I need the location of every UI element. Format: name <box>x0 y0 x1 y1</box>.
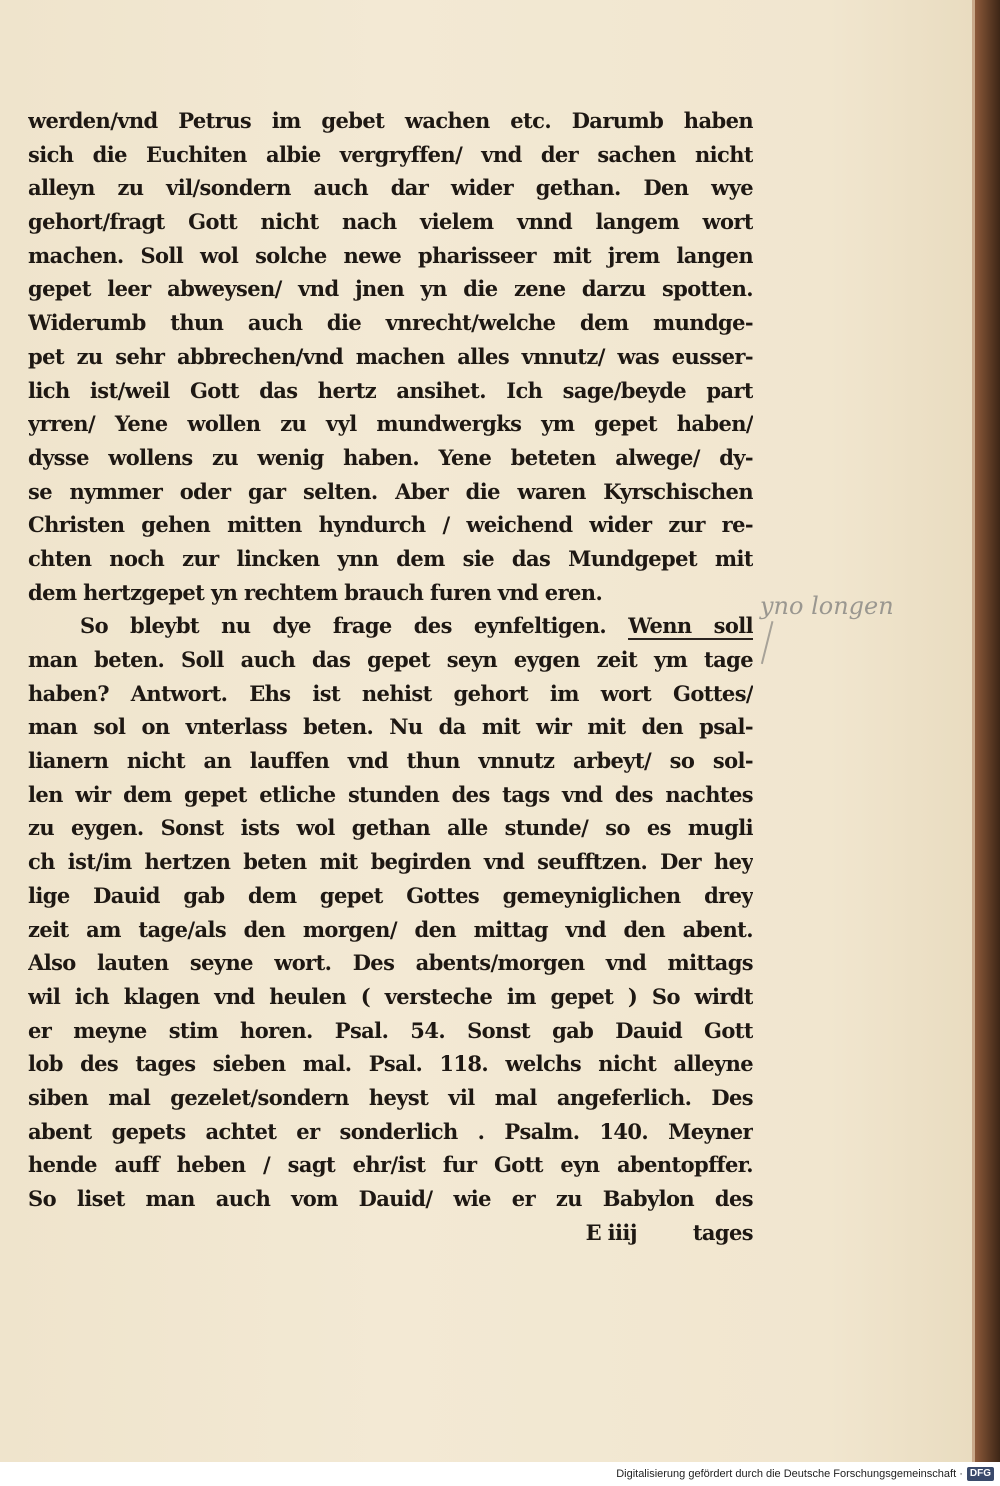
book-binding-edge <box>975 0 1000 1462</box>
text-line: gehort/fragt Gott nicht nach vielem vnnd langem wort <box>28 209 753 235</box>
text-line: Widerumb thun auch die vnrecht/welche dem mundge- <box>28 310 753 336</box>
paragraph-lead: So bleybt nu dye frage des eynfeltigen. <box>80 613 607 639</box>
text-line: man sol on vnterlass beten. Nu da mit wir mit den psal- <box>28 714 753 740</box>
footer-separator: · <box>956 1468 963 1480</box>
dfg-logo-icon: DFG <box>967 1467 994 1481</box>
text-line: zeit am tage/als den morgen/ den mittag vnd den abent. <box>28 916 753 942</box>
text-line: alleyn zu vil/sondern auch dar wider gethan. Den wye <box>28 175 753 201</box>
text-line: machen. Soll wol solche newe pharisseer mit jrem langen <box>28 242 753 268</box>
text-line: gepet leer abweysen/ vnd jnen yn die zene darzu spotten. <box>28 276 753 302</box>
text-line: zu eygen. Sonst ists wol gethan alle stunde/ so es mugli <box>28 815 753 841</box>
text-line: yrren/ Yene wollen zu vyl mundwergks ym gepet haben/ <box>28 411 753 437</box>
marginal-pen-stroke <box>761 621 785 667</box>
text-line: wil ich klagen vnd heulen ( versteche im gepet ) So wirdt <box>28 983 753 1009</box>
text-line: sich die Euchiten albie vergryffen/ vnd der sachen nicht <box>28 141 753 167</box>
text-line: So liset man auch vom Dauid/ wie er zu Babylon des <box>28 1186 753 1211</box>
text-line: chten noch zur lincken ynn dem sie das Mundgepet mit <box>28 545 753 571</box>
text-line: er meyne stim horen. Psal. 54. Sonst gab Dauid Gott <box>28 1017 753 1043</box>
text-line: siben mal gezelet/sondern heyst vil mal angeferlich. Des <box>28 1084 753 1110</box>
text-line: Christen gehen mitten hyndurch / weichend wider zur re- <box>28 512 753 538</box>
signature-line <box>28 1216 753 1250</box>
paragraph-opening-line <box>28 609 753 643</box>
text-line: ch ist/im hertzen beten mit begirden vnd seufftzen. Der hey <box>28 849 753 875</box>
text-line: dysse wollens zu wenig haben. Yene beteten alwege/ dy- <box>28 444 753 470</box>
text-line: lob des tages sieben mal. Psal. 118. welchs nicht alleyne <box>28 1051 753 1077</box>
marginal-handwritten-note: yno longen <box>760 592 894 620</box>
catchword: tages <box>692 1219 753 1245</box>
text-line: man beten. Soll auch das gepet seyn eygen zeit ym tage <box>28 647 753 672</box>
text-line: lianern nicht an lauffen vnd thun vnnutz arbeyt/ so sol- <box>28 748 753 774</box>
text-line: lich ist/weil Gott das hertz ansihet. Ich sage/beyde part <box>28 377 753 403</box>
digitization-footer <box>0 1462 1000 1486</box>
text-line: Also lauten seyne wort. Des abents/morgen vnd mittags <box>28 950 753 976</box>
underlined-phrase: Wenn soll <box>628 613 753 639</box>
text-line: pet zu sehr abbrechen/vnd machen alles vnnutz/ was eusser- <box>28 343 753 369</box>
footer-credit-text: Digitalisierung gefördert durch die Deutsche Forschungsgemeinschaft <box>616 1468 957 1480</box>
text-line: dem hertzgepet yn rechtem brauch furen vnd eren. <box>28 579 603 605</box>
text-line: hende auff heben / sagt ehr/ist fur Gott eyn abentopffer. <box>28 1152 753 1178</box>
text-line: haben? Antwort. Ehs ist nehist gehort im wort Gottes/ <box>28 680 753 706</box>
text-line: abent gepets achtet er sonderlich . Psalm. 140. Meyner <box>28 1118 753 1144</box>
text-line: werden/vnd Petrus im gebet wachen etc. Darumb haben <box>28 108 753 133</box>
text-line: se nymmer oder gar selten. Aber die waren Kyrschischen <box>28 478 753 504</box>
signature-mark: E iiij <box>585 1219 637 1245</box>
text-block <box>28 104 753 1250</box>
text-line: lige Dauid gab dem gepet Gottes gemeyniglichen drey <box>28 882 753 908</box>
footer-credit-group <box>616 1462 1000 1486</box>
text-line: len wir dem gepet etliche stunden des tags vnd des nachtes <box>28 781 753 807</box>
